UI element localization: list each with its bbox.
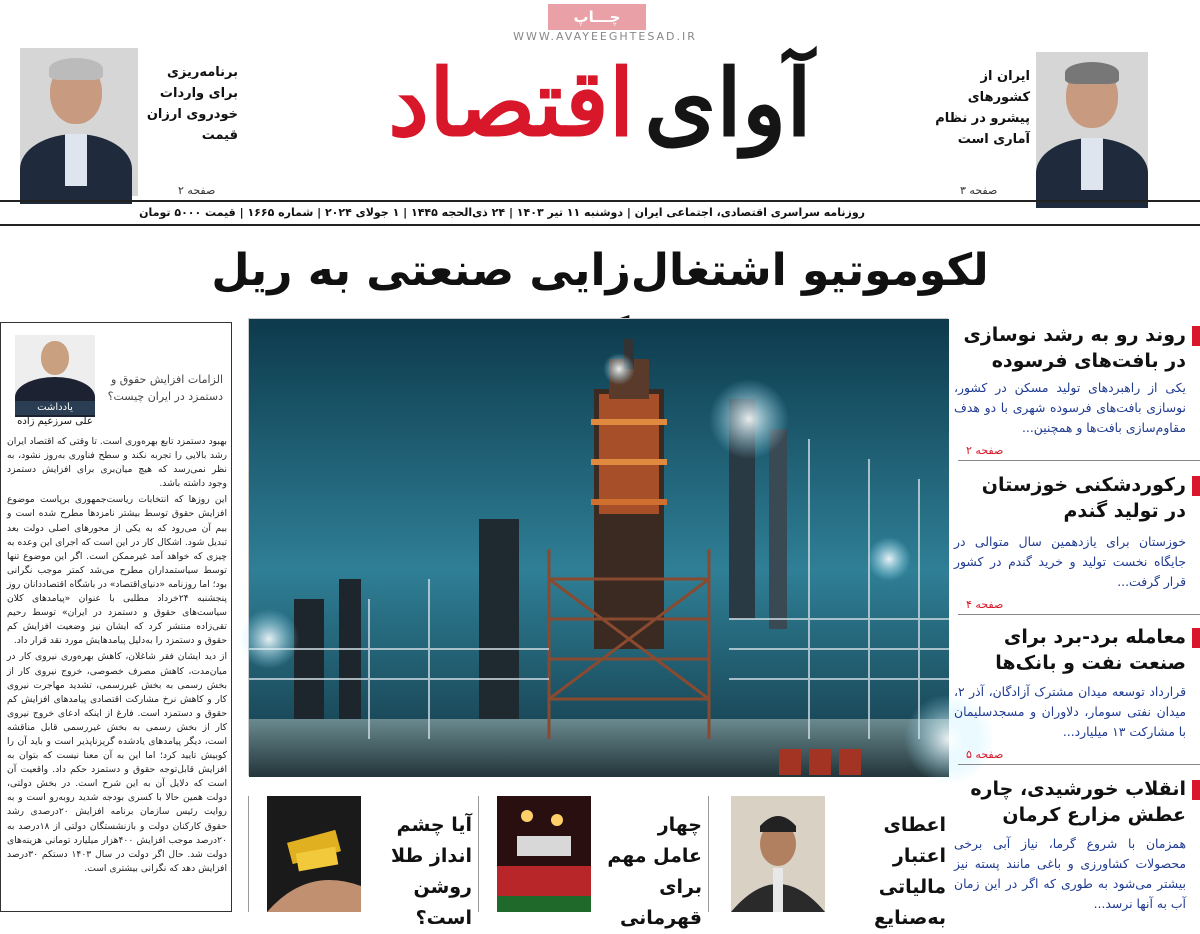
bottom-teaser-title: چهار عامل مهم برای قهرمانی [607, 814, 702, 929]
author-name: علی سرزعیم زاده [17, 416, 93, 427]
story-body: قرارداد توسعه میدان مشترک آزادگان، آذر ۲، میدان نفتی سومار، دلاوران و مسجدسلیمان با مشارکت ۱۳ میلیارد... [954, 684, 1186, 739]
logo-word-eghtesad: اقتصاد [388, 49, 635, 157]
bottom-teaser-title: اعطای اعتبار مالیاتی به‌صنایع [873, 814, 946, 929]
teaser-left-photo[interactable] [20, 48, 138, 196]
bottom-teaser-photo [267, 796, 361, 912]
story-body: یکی از راهبردهای تولید مسکن در کشور، نوسازی بافت‌های فرسوده شهری با دو هدف مقاوم‌سازی بافت‌ها و همچنین... [954, 380, 1186, 435]
logo-word-avaye: آوای [644, 49, 812, 157]
newspaper-logo [230, 8, 970, 198]
teaser-right-photo[interactable] [1036, 52, 1148, 200]
site-url[interactable]: WWW.AVAYEEGHTESAD.IR [513, 30, 697, 43]
story-separator [958, 614, 1200, 615]
story-body: همزمان با شروع گرما، نیاز آبی برخی محصولات کشاورزی و باغی مانند پسته نیز بیشتر می‌شود به طوری که اگر در این زمان آب به آنها نرسد... [954, 836, 1186, 911]
bottom-teaser-photo [731, 796, 825, 912]
news-column [954, 318, 1200, 912]
story-title: معامله برد-برد برای صنعت نفت و بانک‌ها [995, 626, 1186, 674]
refinery-photo[interactable] [248, 318, 948, 776]
teaser-right-page: صفحه ۳ [960, 184, 998, 197]
masthead [0, 0, 1200, 200]
story-page: صفحه ۵ [966, 748, 1004, 761]
note-label: یادداشت [15, 401, 95, 415]
story-marker [1192, 476, 1200, 496]
story-separator [958, 460, 1200, 461]
note-paragraph: از دید ایشان فقر شاغلان، کاهش بهره‌وری نیروی کار در میان‌مدت، کاهش مصرف خصوصی، خروج نیروی کار از بخش رسمی به بخش غیررسمی، تشدید مهاجرت نیروی کار و کاهش نرخ مشارکت اقتصادی پیامدهای افزایش کم حقوق و دستمزد است. فارغ از اینکه ادعای خروج نیروی کار از بخش رسمی به بخش غیررسمی قابل مناقشه است، دیگر پیامدهای یادشده گریزناپذیر است و باید آن را کوبیش تایید کرد؛ اما این به آن معنا نیست که بتوان به افزایش قابل‌توجه حقوق و دستمزد حکم داد. واقعیت آن است که دلایل آن به این شرح است. در بخش دولتی، دولت همین حالا با کسری بودجه شدید روبه‌رو است و به روایت رئیس سازمان برنامه افزایش ۲۰درصدی رشد حقوق کارکنان دولت و بازنشستگان دولتی از ۱۸درصد به ۲۰درصد موجب افزایش ۴۰۰هزار میلیارد تومانی هزینه‌های دولت شد. حال اگر دولت در سال ۱۴۰۳ دستکم ۳۰درصد افزایش دهد که نگرانی بیشتری است. [7, 651, 228, 874]
bottom-teaser-tax[interactable] [708, 796, 950, 929]
main-headline[interactable]: لکوموتیو اشتغال‌زایی صنعتی به ریل [211, 245, 989, 296]
teaser-right-text[interactable]: ایران از کشورهای پیشرو در نظام آماری است [935, 69, 1030, 147]
bottom-teaser-photo [497, 796, 591, 912]
teaser-left-page: صفحه ۲ [178, 184, 216, 197]
note-paragraph: بهبود دستمزد تابع بهره‌وری است. تا وقتی که اقتصاد ایران رشد بالایی را تجربه نکند و سطح فناوری به‌روز نشود، به نظر نمی‌رسد که هیچ میان‌بری برای افزایش دستمزد وجود داشته باشد. [7, 436, 227, 490]
story-body: خوزستان برای یازدهمین سال متوالی در جایگاه نخست تولید و خرید گندم در کشور قرار گرفت... [954, 534, 1186, 589]
story-title: انقلاب خورشیدی، چاره عطش مزارع کرمان [970, 778, 1186, 826]
author-photo [15, 335, 95, 411]
story-separator [958, 764, 1200, 765]
story-marker [1192, 780, 1200, 800]
note-title[interactable]: الزامات افزایش حقوق و دستمزد در ایران چیست؟ [107, 373, 223, 403]
bottom-teaser-championship[interactable] [478, 796, 706, 929]
story-title: رکوردشکنی خوزستان در تولید گندم [981, 474, 1186, 522]
opinion-column [0, 322, 232, 912]
story-page: صفحه ۴ [966, 598, 1004, 611]
story-title: روند رو به رشد نوسازی در بافت‌های فرسوده [963, 324, 1186, 372]
bottom-teaser-title: آیا چشم انداز طلا روشن است؟ [390, 814, 472, 929]
bottom-teaser-gold[interactable] [248, 796, 476, 929]
issue-info-bar [0, 200, 1200, 226]
story-marker [1192, 628, 1200, 648]
print-badge: چـــاپ [548, 4, 646, 30]
story-page: صفحه ۲ [966, 444, 1004, 457]
note-body [7, 435, 227, 878]
note-paragraph: این روزها که انتخابات ریاست‌جمهوری برپاست موضوع افزایش حقوق توسط بیشتر نامزدها مطرح شده است و بیم آن می‌رود که به یکی از محورهای اصلی دولت بعد تبدیل شود. اشکال کار در این است که اجرای این وعده به چیزی که خواهد آمد غیرممکن است. اگر این موضوع تنها توسط سیاستمداران مطرح می‌شد کمتر موجب نگرانی بود؛ اما روزنامه «دنیای‌اقتصاد» در باشگاه اقتصاددانان روز پنجشنبه ۲۴خرداد مطلبی با عنوان «پیامدهای کلان سیاست‌های حقوق و دستمزد در ایران» توسط رحیم تقی‌زاده منتشر کرد که ایشان نیز وضعیت افزایش کم حقوق و دستمزد را به‌دلیل پیامدهایش مورد نقد قرار داد. [7, 494, 227, 647]
issue-info-text: روزنامه سراسری اقتصادی، اجتماعی ایران | دوشنبه ۱۱ تیر ۱۴۰۳ | ۲۴ ذی‌الحجه ۱۴۴۵ | ۱ جولای ۲۰۲۴ | شماره ۱۶۶۵ | قیمت ۵۰۰۰ تومان [139, 206, 865, 219]
story-marker [1192, 326, 1200, 346]
teaser-left-text[interactable]: برنامه‌ریزی برای واردات خودروی ارزان قیمت [146, 65, 238, 143]
